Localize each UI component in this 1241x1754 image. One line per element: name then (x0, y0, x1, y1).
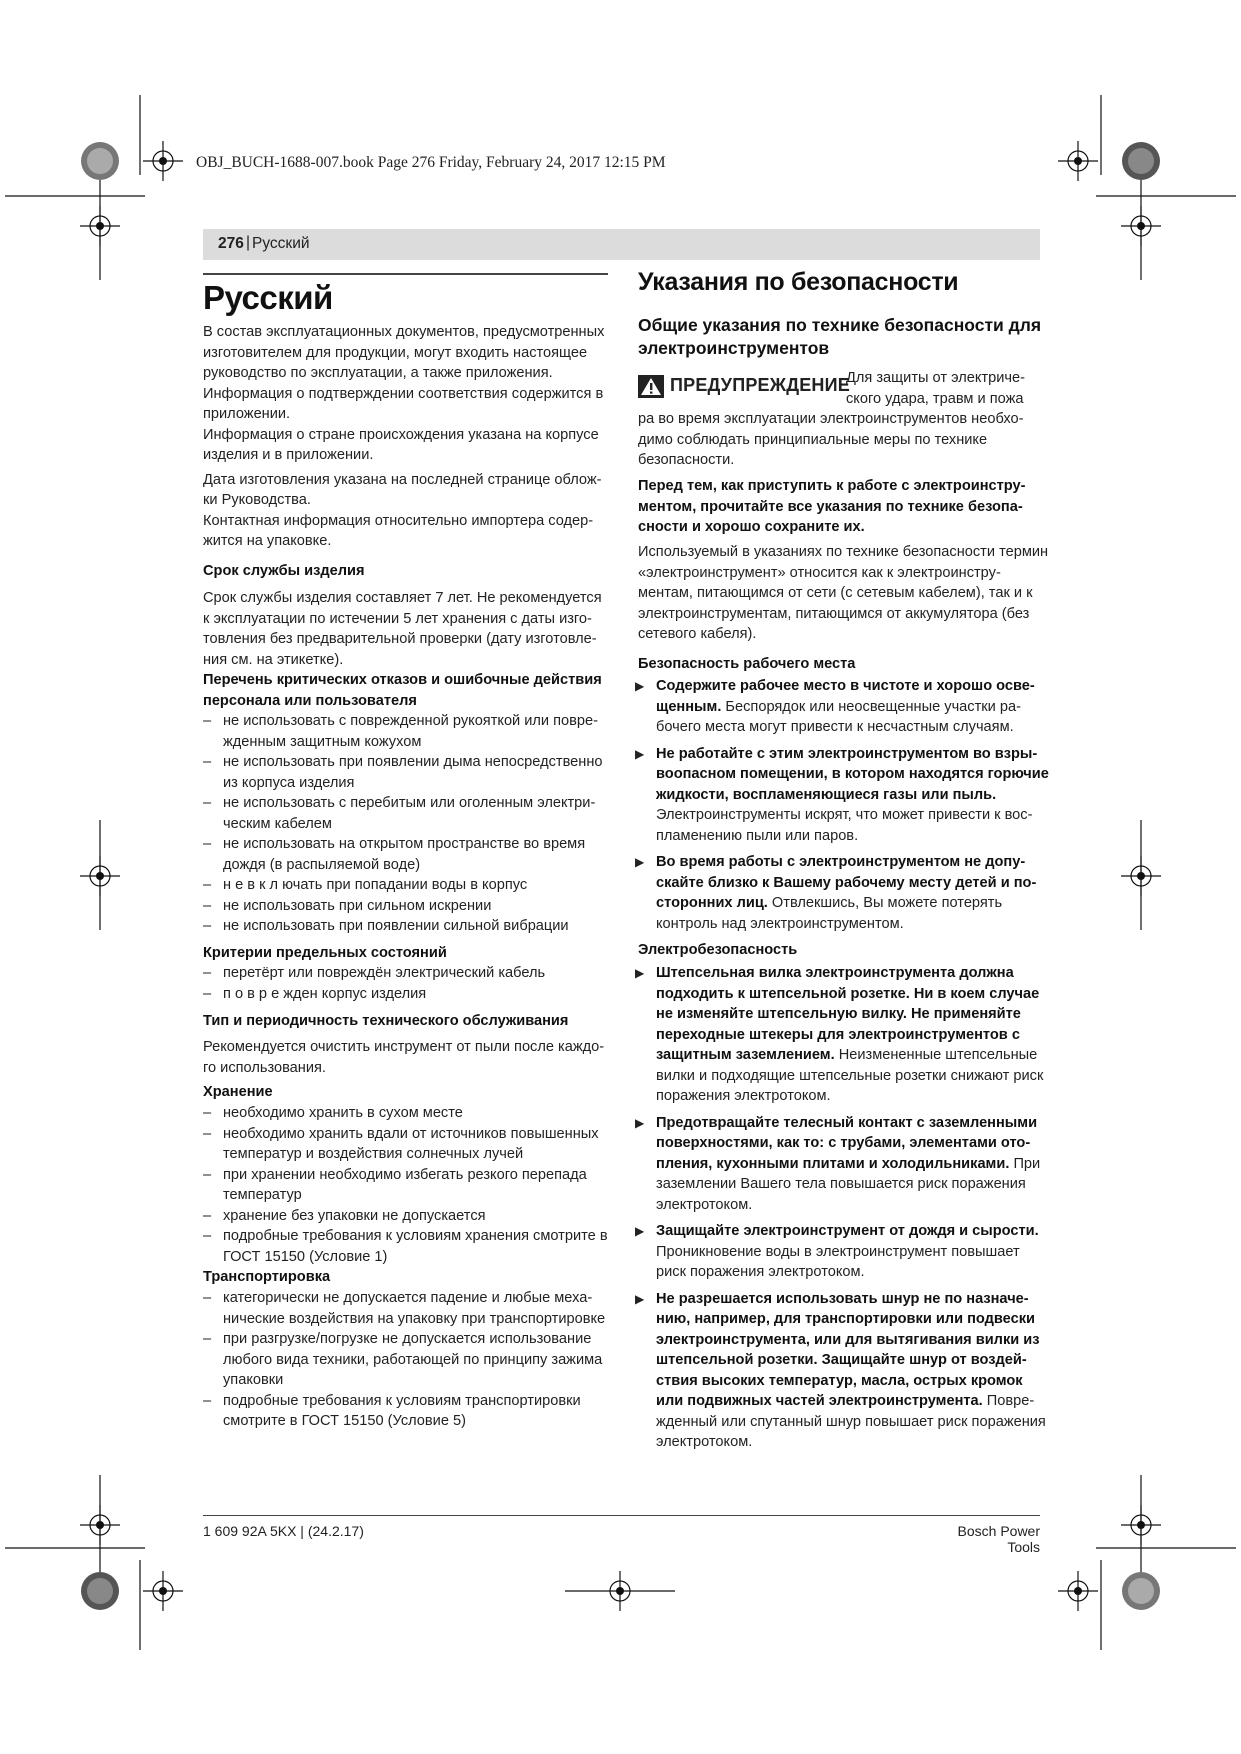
list-item: – перетёрт или повреждён электрический кабель (203, 963, 608, 984)
list-item: ▶ Штепсельная вилка электроинструмента должна подходить к штепсельной розетке. Ни в коем случае не изменяйте штепсельную вилку. Не применяйте переходные штекеры для электроинструментов с защитным заземлением. Неизмененные штепсельные вилки и подходящие штепсельные розетки снижают риск поражения электротоком. (635, 965, 1044, 1104)
bullet-arrow-icon: ▶ (635, 679, 645, 693)
list-item: – не использовать при появлении сильной вибрации (203, 916, 608, 937)
header-language: Русский (252, 235, 310, 252)
footer-brand: Bosch Power Tools (957, 1523, 1040, 1555)
warning-triangle-icon (638, 375, 664, 398)
service-life-heading: Срок службы изделия (203, 563, 365, 579)
list-item: – необходимо хранить вдали от источников повышенных температур и воздействия солнечных лучей (203, 1124, 608, 1165)
intro-paragraph: Информация о подтверждении соответствия содержится в приложении. (203, 385, 604, 422)
list-item: – хранение без упаковки не допускается (203, 1206, 608, 1227)
page-number: 276 (218, 235, 244, 252)
intro-block (203, 322, 608, 552)
intro-paragraph: Контактная информация относительно импортера содержится на упаковке. (203, 512, 594, 549)
list-item: – при разгрузке/погрузке не допускается использование любого вида техники, работающей по принципу зажима упаковки (203, 1329, 608, 1391)
footer-doc-number: 1 609 92A 5KX | (24.2.17) (203, 1523, 364, 1539)
maintenance-heading: Тип и периодичность технического обслуживания (203, 1013, 569, 1029)
title-rule (203, 273, 608, 275)
intro-paragraph: В состав эксплуатационных документов, предусмотренных изготовителем для продукции, могут входить настоящее руководство по эксплуатации, а также приложения. (203, 324, 605, 381)
bullet-arrow-icon: ▶ (635, 1291, 645, 1306)
list-item: – не использовать с поврежденной рукояткой или поврежденным защитным кожухом (203, 711, 608, 752)
transport-list (203, 1288, 608, 1432)
list-item: – не использовать с перебитым или оголенным электрическим кабелем (203, 793, 608, 834)
list-item: – не использовать при сильном искрении (203, 896, 608, 917)
bullet-arrow-icon: ▶ (635, 855, 645, 869)
storage-list (203, 1103, 608, 1267)
list-item: – п о в р е жден корпус изделия (203, 984, 608, 1005)
list-item: – н е в к л ючать при попадании воды в корпус (203, 875, 608, 896)
intro-paragraph: Дата изготовления указана на последней странице обложки Руководства. (203, 471, 602, 508)
footer-rule (203, 1515, 1040, 1516)
list-item: – категорически не допускается падение и любые механические воздействия на упаковку при транспортировке (203, 1288, 608, 1329)
list-item: – необходимо хранить в сухом месте (203, 1103, 608, 1124)
list-item: – не использовать при появлении дыма непосредственно из корпуса изделия (203, 752, 608, 793)
limits-list (203, 963, 608, 1004)
maintenance-text: Рекомендуется очистить инструмент от пыли после каждого использования. (203, 1039, 605, 1076)
electric-list (635, 963, 1050, 1459)
bullet-arrow-icon: ▶ (635, 966, 645, 980)
warning-badge (638, 373, 850, 399)
storage-heading: Хранение (203, 1084, 273, 1100)
intro-paragraph: Информация о стране происхождения указана на корпусе изделия и в приложении. (203, 426, 599, 463)
term-definition: Используемый в указаниях по технике безопасности термин «электроинструмент» относится как к электроинструментам, питающимся от сети (с сетевым кабелем), так и к электроинструментам, питающимся от аккумулятора (без сетевого кабеля). (638, 544, 1049, 642)
safety-subtitle: Общие указания по технике безопасности для электроинструментов (638, 315, 1042, 358)
limits-heading: Критерии предельных состояний (203, 945, 447, 961)
read-all-instructions: Перед тем, как приступить к работе с электроинструментом, прочитайте все указания по технике безопасности и хорошо сохраните их. (638, 478, 1026, 535)
header-separator: | (246, 234, 251, 251)
list-item: ▶ Защищайте электроинструмент от дождя и сырости. Проникновение воды в электроинструмент повышает риск поражения электротоком. (635, 1223, 1039, 1280)
list-item: ▶ Не работайте с этим электроинструментом во взрывоопасном помещении, в котором находятся горючие жидкости, воспламеняющиеся газы или пыль. Электроинструменты искрят, что может привести к воспламенению пыли или паров. (635, 745, 1049, 844)
failures-heading: Перечень критических отказов и ошибочные действия персонала или пользователя (203, 672, 602, 709)
list-item: – при хранении необходимо избегать резкого перепада температур (203, 1165, 608, 1206)
failures-list (203, 711, 608, 937)
service-life-text: Срок службы изделия составляет 7 лет. Не рекомендуется к эксплуатации по истечении 5 лет хранения с даты изготовления без предварительной проверки (дату изготовления см. на этикетке). (203, 590, 602, 668)
list-item: ▶ Не разрешается использовать шнур не по назначению, например, для транспортировки или подвески электроинструмента, или для вытягивания вилки из штепсельной розетки. Защищайте шнур от воздействия высоких температур, масла, острых кромок или подвижных частей электроинструмента. Поврежденный или спутанный шнур повышает риск поражения электротоком. (635, 1290, 1046, 1450)
warning-text: ра во время эксплуатации электроинструментов необходимо соблюдать принципиальные меры по технике безопасности. (638, 411, 1024, 468)
list-item: ▶ Во время работы с электроинструментом не допускайте близко к Вашему рабочему месту детей и посторонних лиц. Отвлекшись, Вы можете потерять контроль над электроинструментом. (635, 854, 1037, 932)
transport-heading: Транспортировка (203, 1269, 331, 1285)
list-item: – подробные требования к условиям хранения смотрите в ГОСТ 15150 (Условие 1) (203, 1226, 608, 1267)
warning-text-side: Для защиты от электрического удара, травм и пожа (846, 370, 1025, 407)
work-area-list (635, 676, 1050, 940)
page-title: Русский (203, 279, 333, 316)
list-item: ▶ Содержите рабочее место в чистоте и хорошо освещенным. Беспорядок или неосвещенные участки рабочего места могут привести к несчастным случаям. (635, 678, 1035, 735)
header-bar (203, 229, 1040, 260)
list-item: – подробные требования к условиям транспортировки смотрите в ГОСТ 15150 (Условие 5) (203, 1391, 608, 1432)
bullet-arrow-icon: ▶ (635, 1224, 645, 1238)
bullet-arrow-icon: ▶ (635, 746, 645, 761)
list-item: ▶ Предотвращайте телесный контакт с заземленными поверхностями, как то: с трубами, элементами отопления, кухонными плитами и холодильниками. При заземлении Вашего тела повышается риск поражения электротоком. (635, 1114, 1041, 1213)
warning-label: ПРЕДУПРЕЖДЕНИЕ (670, 375, 850, 395)
print-info: OBJ_BUCH-1688-007.book Page 276 Friday, February 24, 2017 12:15 PM (196, 154, 666, 171)
work-area-heading: Безопасность рабочего места (638, 656, 856, 672)
electric-heading: Электробезопасность (638, 942, 798, 958)
safety-title: Указания по безопасности (638, 268, 959, 296)
list-item: – не использовать на открытом пространстве во время дождя (в распыляемой воде) (203, 834, 608, 875)
bullet-arrow-icon: ▶ (635, 1115, 645, 1130)
